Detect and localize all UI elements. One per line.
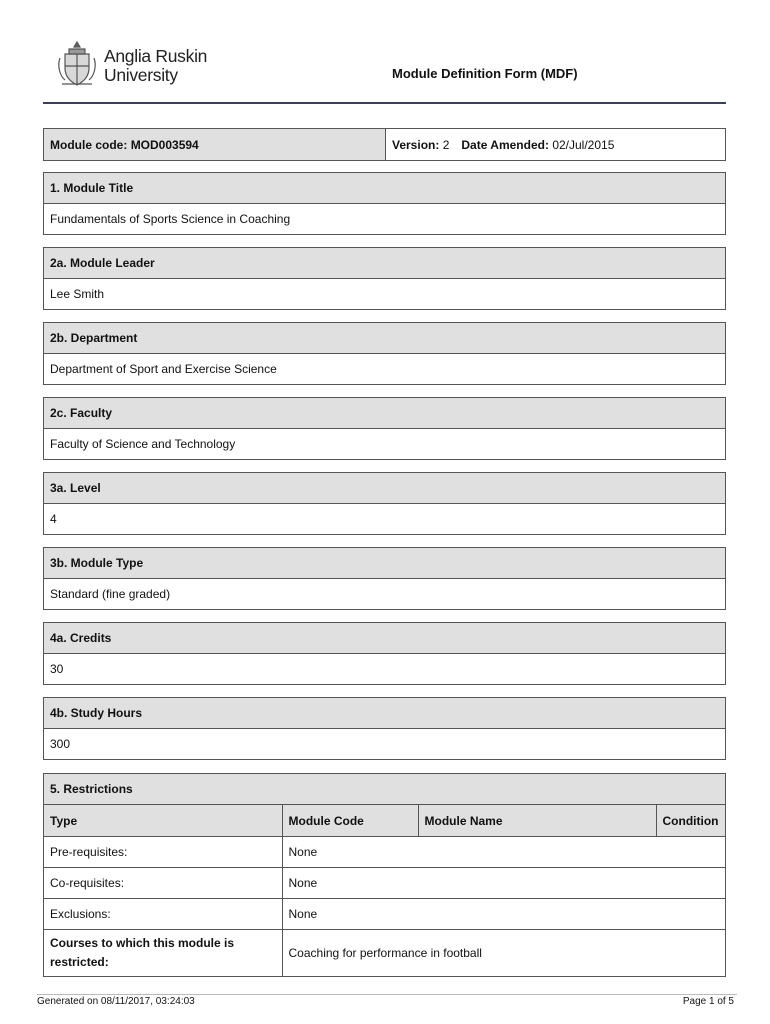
restriction-value: Coaching for performance in football	[282, 930, 725, 977]
section-heading: 3b. Module Type	[44, 548, 725, 579]
section-heading: 2b. Department	[44, 323, 725, 354]
logo-line-2: University	[104, 65, 178, 85]
section-heading: 5. Restrictions	[44, 774, 725, 805]
section-value: 4	[50, 512, 57, 526]
module-code-label: Module code:	[50, 137, 128, 152]
form-title: Module Definition Form (MDF)	[392, 66, 578, 81]
column-header-module-code: Module Code	[282, 805, 418, 837]
section-value: Fundamentals of Sports Science in Coaching	[50, 212, 291, 226]
column-header-module-name: Module Name	[418, 805, 656, 837]
section-value: 30	[50, 662, 64, 676]
section-module-title	[43, 172, 726, 235]
section-credits	[43, 622, 726, 685]
section-heading: 4a. Credits	[44, 623, 725, 654]
section-department	[43, 322, 726, 385]
restriction-type: Exclusions:	[44, 899, 282, 930]
version-label: Version:	[392, 137, 440, 152]
page-number: Page 1 of 5	[682, 996, 734, 1007]
column-header-type: Type	[44, 805, 282, 837]
logo-line-1: Anglia Ruskin	[104, 46, 208, 66]
table-row	[44, 868, 725, 899]
section-value: Faculty of Science and Technology	[50, 437, 236, 451]
section-restrictions	[43, 773, 726, 977]
footer-divider	[37, 994, 737, 995]
module-code-value: MOD003594	[130, 137, 199, 152]
restriction-value: None	[282, 899, 725, 930]
table-row	[44, 837, 725, 868]
date-amended-label: Date Amended:	[461, 137, 549, 152]
section-heading: 4b. Study Hours	[44, 698, 725, 729]
restriction-type: Co-requisites:	[44, 868, 282, 899]
version-value: 2	[442, 137, 450, 152]
table-row	[44, 899, 725, 930]
restriction-value: None	[282, 837, 725, 868]
section-faculty	[43, 397, 726, 460]
section-heading: 2a. Module Leader	[44, 248, 725, 279]
section-level	[43, 472, 726, 535]
version-info	[386, 129, 725, 160]
section-value: 300	[50, 737, 71, 751]
restrictions-table	[44, 805, 725, 976]
section-value: Department of Sport and Exercise Science	[50, 362, 277, 376]
logo-wordmark	[104, 47, 207, 85]
column-header-condition: Condition	[656, 805, 725, 837]
section-value: Standard (fine graded)	[50, 587, 171, 601]
section-module-leader	[43, 247, 726, 310]
table-row	[44, 930, 725, 977]
generated-timestamp: Generated on 08/11/2017, 03:24:03	[37, 996, 195, 1007]
section-study-hours	[43, 697, 726, 760]
restriction-type: Pre-requisites:	[44, 837, 282, 868]
university-logo	[56, 40, 226, 90]
restriction-type: Courses to which this module is restricted:	[44, 930, 282, 977]
module-code-box	[43, 128, 726, 161]
section-heading: 2c. Faculty	[44, 398, 725, 429]
crest-icon	[56, 40, 98, 90]
section-module-type	[43, 547, 726, 610]
module-code	[44, 129, 386, 160]
section-heading: 3a. Level	[44, 473, 725, 504]
restriction-value: None	[282, 868, 725, 899]
section-heading: 1. Module Title	[44, 173, 725, 204]
date-amended-value: 02/Jul/2015	[552, 137, 615, 152]
section-value: Lee Smith	[50, 287, 105, 301]
table-header-row	[44, 805, 725, 837]
document-header	[0, 0, 770, 104]
header-divider	[43, 102, 726, 104]
